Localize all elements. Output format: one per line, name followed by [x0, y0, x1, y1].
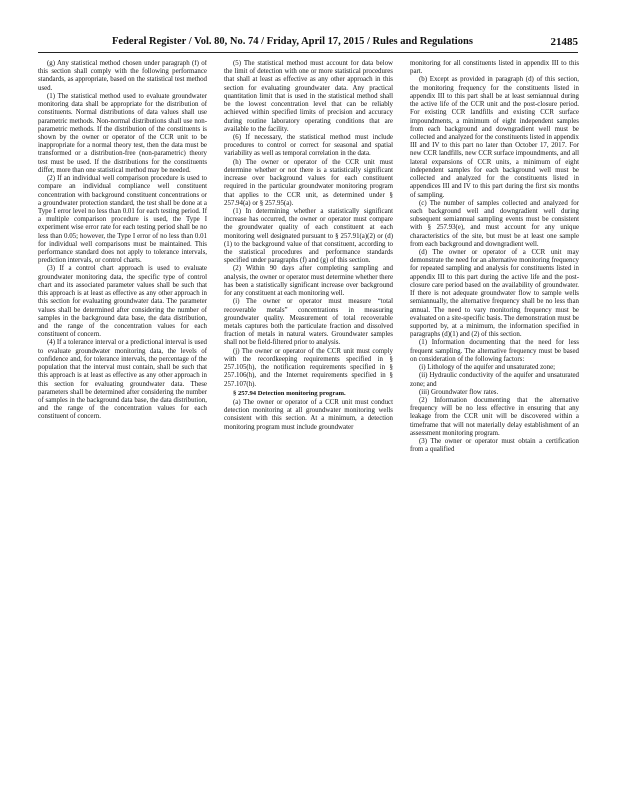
paragraph: (j) The owner or operator of the CCR unit must comply with the recordkeeping requirements specified in § 257.105(h), the notification requirements specified in § 257.106(h), and the Internet requirements specified in § 257.107(h). [224, 347, 393, 388]
paragraph: (3) If a control chart approach is used to evaluate groundwater monitoring data, the specific type of control chart and its associated parameter values shall be such that this approach is at least as effective as any other approach in this section for evaluating groundwater data. The parameter values shall be determined after considering the number of samples in the background data base, the data distribution, and the range of the concentration values for each constituent of concern. [38, 265, 207, 339]
paragraph: (h) The owner or operator of the CCR unit must determine whether or not there is a statistically significant increase over background values for each constituent required in the particular groundwater monitoring program that applies to the CCR unit, as determined under § 257.94(a) or § 257.95(a). [224, 158, 393, 207]
text-column-3 [410, 60, 579, 790]
paragraph: (1) The statistical method used to evaluate groundwater monitoring data shall be appropriate for the distribution of constituents. Normal distributions of data values shall use parametric methods. Non-normal distributions shall use non-parametric methods. If the distribution of the constituents is shown by the owner or operator of the CCR unit to be inappropriate for a normal theory test, then the data must be transformed or a distribution-free (non-parametric) theory test must be used. If the distributions for the constituents differ, more than one statistical method may be needed. [38, 92, 207, 174]
paragraph: (2) Within 90 days after completing sampling and analysis, the owner or operator must determine whether there has been a statistically significant increase over background for any constituent at each monitoring well. [224, 265, 393, 298]
paragraph: (ii) Hydraulic conductivity of the aquifer and unsaturated zone; and [410, 372, 579, 388]
text-column-1 [38, 60, 207, 790]
header-rule [38, 52, 578, 53]
paragraph: (b) Except as provided in paragraph (d) of this section, the monitoring frequency for the constituents listed in appendix III to this part shall be at least semiannual during the active life of the CCR unit and the post-closure period. For existing CCR landfills and existing CCR surface impoundments, a minimum of eight independent samples from each background and downgradient well must be collected and analyzed for the constituents listed in appendix III and IV to this part no later than October 17, 2017. For new CCR landfills, new CCR surface impoundments, and all lateral expansions of CCR units, a minimum of eight independent samples for each background well must be collected and analyzed for the constituents listed in appendices III and IV to this part during the first six months of sampling. [410, 76, 579, 199]
running-header [0, 36, 618, 52]
paragraph: (iii) Groundwater flow rates. [419, 388, 499, 396]
paragraph: (2) If an individual well comparison procedure is used to compare an individual compliance well constituent concentration with background constituent concentrations or a groundwater protection standard, the test shall be done at a Type I error level no less than 0.01 for each testing period. If a multiple comparison procedure is used, the Type I experiment wise error rate for each testing period shall be no less than 0.05; however, the Type I error of no less than 0.01 for individual well comparisons must be maintained. This performance standard does not apply to tolerance intervals, prediction intervals, or control charts. [38, 175, 207, 265]
section-heading: § 257.94 Detection monitoring program. [233, 389, 346, 397]
paragraph: (d) The owner or operator of a CCR unit may demonstrate the need for an alternative monitoring frequency for repeated sampling and analysis for constituents listed in appendix III to this part during the active life and the post-closure care period based on the availability of groundwater. If there is not adequate groundwater flow to sample wells semiannually, the alternative frequency shall be no less than annual. The need to vary monitoring frequency must be evaluated on a site-specific basis. The demonstration must be supported by, at a minimum, the information specified in paragraphs (d)(1) and (2) of this section. [410, 249, 579, 339]
text-column-2 [224, 60, 393, 790]
page-number: 21485 [550, 36, 578, 48]
paragraph: (i) Lithology of the aquifer and unsaturated zone; [419, 364, 556, 372]
paragraph: (4) If a tolerance interval or a predictional interval is used to evaluate groundwater monitoring data, the levels of confidence and, for tolerance intervals, the percentage of the population that the interval must contain, shall be such that this approach is at least as effective as any other approach in this section for evaluating groundwater data. These parameters shall be determined after considering the number of samples in the background data base, the data distribution, and the range of the concentration values for each constituent of concern. [38, 339, 207, 421]
publication-line: Federal Register / Vol. 80, No. 74 / Friday, April 17, 2015 / Rules and Regulations [112, 36, 473, 47]
paragraph: (1) Information documenting that the need for less frequent sampling. The alternative frequency must be based on consideration of the following factors: [410, 339, 579, 363]
paragraph: (5) The statistical method must account for data below the limit of detection with one or more statistical procedures that shall at least as effective as any other approach in this section for evaluating groundwater data. Any practical quantitation limit that is used in the statistical method shall be the lowest concentration level that can be reliably achieved within specified limits of precision and accuracy during routine laboratory operating conditions that are available to the facility. [224, 60, 393, 133]
paragraph: (2) Information documenting that the alternative frequency will be no less effective in ensuring that any leakage from the CCR unit will be discovered within a timeframe that will not materially delay establishment of an assessment monitoring program. [410, 396, 579, 437]
paragraph: (3) The owner or operator must obtain a certification from a qualified [410, 438, 579, 454]
paragraph: (1) In determining whether a statistically significant increase has occurred, the owner or operator must compare the groundwater quality of each constituent at each monitoring well designated pursuant to § 257.91(a)(2) or (d)(1) to the background value of that constituent, according to the statistical procedures and performance standards specified under paragraphs (f) and (g) of this section. [224, 207, 393, 265]
paragraph: (6) If necessary, the statistical method must include procedures to control or correct for seasonal and spatial variability as well as temporal correlation in the data. [224, 133, 393, 158]
paragraph: (i) The owner or operator must measure “total recoverable metals” concentrations in measuring groundwater quality. Measurement of total recoverable metals captures both the particulate fraction and dissolved fraction of metals in natural waters. Groundwater samples shall not be field-filtered prior to analysis. [224, 298, 393, 347]
paragraph: monitoring for all constituents listed in appendix III to this part. [410, 60, 579, 76]
paragraph: (a) The owner or operator of a CCR unit must conduct detection monitoring at all groundwater monitoring wells consistent with this section. At a minimum, a detection monitoring program must include groundwater [224, 398, 393, 431]
paragraph: (g) Any statistical method chosen under paragraph (f) of this section shall comply with the following performance standards, as appropriate, based on the statistical test method used. [38, 60, 207, 92]
paragraph: (c) The number of samples collected and analyzed for each background well and downgradient well during subsequent semiannual sampling events must be consistent with § 257.93(e), and must account for any unique characteristics of the site, but must be at least one sample from each background and downgradient well. [410, 199, 579, 248]
